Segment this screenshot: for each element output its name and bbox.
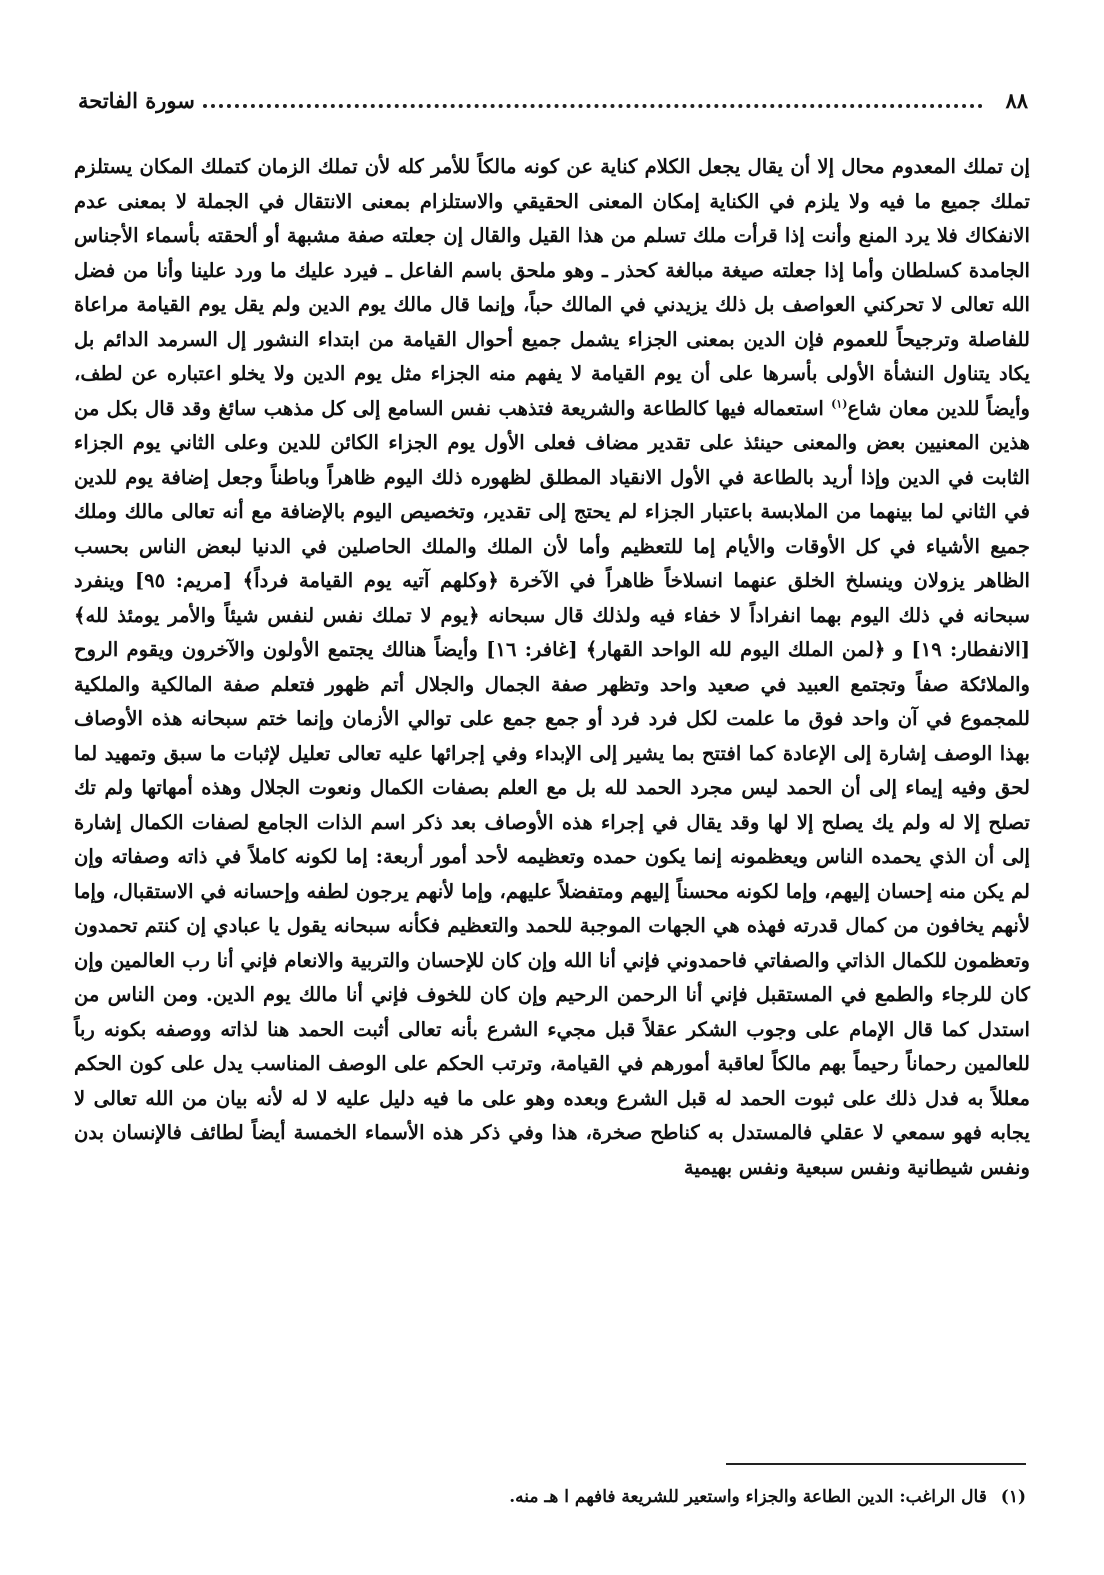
running-header	[78, 80, 1028, 120]
footnote-reference[interactable]: (١)	[831, 396, 848, 410]
footnote-divider	[726, 1463, 1026, 1465]
page-number: ٨٨	[1005, 87, 1028, 113]
footnote	[86, 1487, 1026, 1507]
main-paragraph	[74, 150, 1030, 1185]
footnote-marker: (١)	[1000, 1487, 1026, 1507]
main-text-part-1: إن تملك المعدوم محال إلا أن يقال يجعل الكلام كناية عن كونه مالكاً للأمر كله لأن تملك الزمان كتملك المكان يستلزم تملك جميع ما فيه ولا يلزم في الكناية إمكان المعنى الحقيقي والاستلزام بمعنى الانتقال في الجملة لا بمعنى عدم الانفكاك فلا يرد المنع وأنت إذا قرأت ملك تسلم من هذا القيل والقال إن جعلته صفة مشبهة أو ألحقته بأسماء الأجناس الجامدة كسلطان وأما إذا جعلته صيغة مبالغة كحذر ـ وهو ملحق باسم الفاعل ـ فيرد عليك ما ورد علينا وأنا من فضل الله تعالى لا تحركني العواصف بل ذلك يزيدني في المالك حباً، وإنما قال مالك يوم الدين ولم يقل يوم القيامة مراعاة للفاصلة وترجيحاً للعموم فإن الدين بمعنى الجزاء يشمل جميع أحوال القيامة من ابتداء النشور إل السرمد الدائم بل يكاد يتناول النشأة الأولى بأسرها على أن يوم القيامة لا يفهم منه الجزاء مثل يوم الدين ولا يخلو اعتباره عن لطف، وأيضاً للدين معان شاع	[74, 155, 1030, 420]
footnote-text: قال الراغب: الدين الطاعة والجزاء واستعير للشريعة فافهم ا هـ منه.	[509, 1487, 987, 1507]
main-text	[74, 150, 1030, 1185]
main-text-part-2: استعماله فيها كالطاعة والشريعة فتذهب نفس السامع إلى كل مذهب سائغ وقد قال بكل من هذين المعنيين بعض والمعنى حينئذ على تقدير مضاف فعلى الأول يوم الجزاء الكائن للدين وعلى الثاني يوم الجزاء الثابت في الدين وإذا أريد بالطاعة في الأول الانقياد المطلق لظهوره ذلك اليوم ظاهراً وباطناً وجعل إضافة يوم للدين في الثاني لما بينهما من الملابسة باعتبار الجزاء لم يحتج إلى تقدير، وتخصيص اليوم بالإضافة مع أنه تعالى مالك وملك جميع الأشياء في كل الأوقات والأيام إما للتعظيم وأما لأن الملك والملك الحاصلين في الدنيا لبعض الناس بحسب الظاهر يزولان وينسلخ الخلق عنهما انسلاخاً ظاهراً في الآخرة ﴿وكلهم آتيه يوم القيامة فرداً﴾ [مريم: ٩٥] وينفرد سبحانه في ذلك اليوم بهما انفراداً لا خفاء فيه ولذلك قال سبحانه ﴿يوم لا تملك نفس لنفس شيئاً والأمر يومئذ لله﴾ [الانفطار: ١٩] و ﴿لمن الملك اليوم لله الواحد القهار﴾ [غافر: ١٦] وأيضاً هنالك يجتمع الأولون والآخرون ويقوم الروح والملائكة صفاً وتجتمع العبيد في صعيد واحد وتظهر صفة الجمال والجلال أتم ظهور فتعلم صفة المالكية والملكية للمجموع في آن واحد فوق ما علمت لكل فرد فرد أو جمع جمع على توالي الأزمان وإنما ختم سبحانه هذه الأوصاف بهذا الوصف إشارة إلى الإعادة كما افتتح بما يشير إلى الإبداء وفي إجرائها عليه تعالى تعليل لإثبات ما سبق وتمهيد لما لحق وفيه إيماء إلى أن الحمد ليس مجرد الحمد لله بل مع العلم بصفات الكمال ونعوت الجلال وهذه أمهاتها ولم تك تصلح إلا له ولم يك يصلح إلا لها وقد يقال في إجراء هذه الأوصاف بعد ذكر اسم الذات الجامع لصفات الكمال إشارة إلى أن الذي يحمده الناس ويعظمونه إنما يكون حمده وتعظيمه لأحد أمور أربعة: إما لكونه كاملاً في ذاته وصفاته وإن لم يكن منه إحسان إليهم، وإما لكونه محسناً إليهم ومتفضلاً عليهم، وإما لأنهم يرجون لطفه وإحسانه في الاستقبال، وإما لأنهم يخافون من كمال قدرته فهذه هي الجهات الموجبة للحمد والتعظيم فكأنه سبحانه يقول يا عبادي إن كنتم تحمدون وتعظمون للكمال الذاتي والصفاتي فاحمدوني فإني أنا الله وإن كان للإحسان والتربية والانعام فإني أنا رب العالمين وإن كان للرجاء والطمع في المستقبل فإني أنا الرحمن الرحيم وإن كان للخوف فإني أنا مالك يوم الدين. ومن الناس من استدل كما قال الإمام على وجوب الشكر عقلاً قبل مجيء الشرع بأنه تعالى أثبت الحمد هنا لذاته ووصفه بكونه رباً للعالمين رحماناً رحيماً بهم مالكاً لعاقبة أمورهم في القيامة، وترتب الحكم على الوصف المناسب يدل على كون الحكم معللاً به فدل ذلك على ثبوت الحمد له قبل الشرع وبعده وهو على ما فيه دليل عليه لا له لأنه بيان من الله تعالى لا يجابه فهو سمعي لا عقلي فالمستدل به كناطح صخرة، هذا وفي ذكر هذه الأسماء الخمسة أيضاً لطائف فالإنسان بدن ونفس شيطانية ونفس سبعية ونفس بهيمية	[74, 396, 1030, 1179]
surah-title: سورة الفاتحة	[78, 87, 195, 113]
header-dot-leader	[203, 104, 984, 108]
